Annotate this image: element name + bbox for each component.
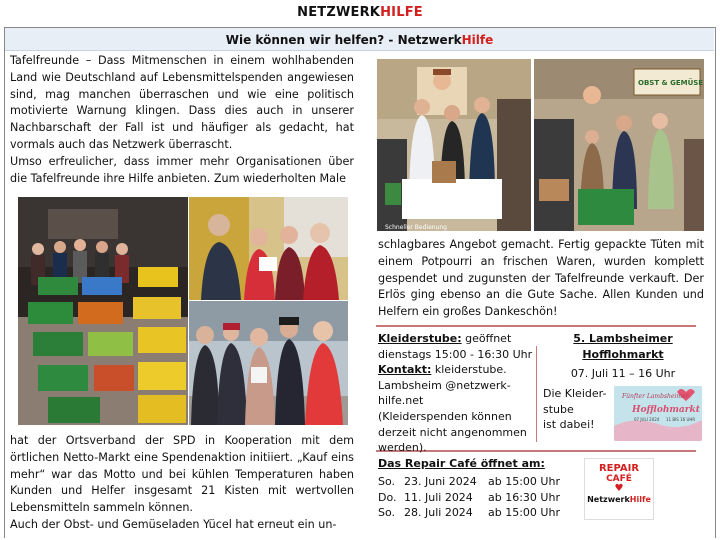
contact-label: Kontakt: bbox=[378, 363, 432, 377]
kleiderstube-hours: dienstags 15:00 - 16:30 Uhr bbox=[378, 347, 533, 361]
photo-shop-front-1 bbox=[377, 59, 531, 231]
kleiderstube-box: Kleiderstube: geöffnet dienstags 15:00 - 16:30 Uhr Kontakt: kleiderstube. Lambsheim @netzwerk-hilfe.net (Kleiderspenden können derzeit nicht angenommen werden). bbox=[378, 331, 538, 456]
kleiderstube-email[interactable]: Lambsheim @netzwerk-hilfe.net bbox=[378, 378, 511, 408]
svg-text:Hofflohmarkt: Hofflohmarkt bbox=[632, 405, 700, 415]
article-intro bbox=[10, 53, 354, 187]
separator-top bbox=[376, 325, 696, 327]
photo-food-crates bbox=[18, 197, 188, 425]
kleiderstube-note: (Kleiderspenden können derzeit nicht angenommen werden). bbox=[378, 409, 527, 455]
repair-date-row: So. 28. Juli 2024 ab 15:00 Uhr bbox=[378, 506, 560, 520]
photo-shop-front-2 bbox=[534, 59, 704, 231]
hofflohmarkt-date: 07. Juli 11 – 16 Uhr bbox=[570, 367, 676, 380]
article-offer bbox=[378, 237, 704, 321]
kleiderstube-label: Kleiderstube: bbox=[378, 332, 462, 345]
article-p2: Umso erfreulicher, dass immer mehr Organisationen über die Tafelfreunde ihre Hilfe anbieten. Zum wiederholten Male bbox=[10, 154, 354, 185]
hofflohmarkt-poster bbox=[614, 386, 702, 441]
repair-date-row: So. 23. Juni 2024 ab 15:00 Uhr bbox=[378, 474, 560, 488]
brand-red: HILFE bbox=[380, 5, 423, 20]
svg-text:07 JULI 2024: 07 JULI 2024 bbox=[634, 417, 660, 422]
repair-title: Das Repair Café öffnet am: bbox=[378, 457, 545, 470]
repair-cafe-box bbox=[378, 456, 578, 521]
brand-logo bbox=[297, 5, 423, 20]
brand-black: NETZWERK bbox=[297, 5, 381, 20]
repair-date-row: Do. 11. Juli 2024 ab 16:30 Uhr bbox=[378, 490, 560, 504]
repair-cafe-logo: REPAIR CAFÉ ♥ NetzwerkHilfe bbox=[584, 458, 654, 520]
article-p3: hat der Ortsverband der SPD in Kooperation mit dem örtlichen Netto-Markt eine Spendenaktion initiiert. „Kauf eins mehr“ war das Motto und bei kühlen Temperaturen haben Kunden und Helfer insgesamt 21 Kisten mit wertvollen Lebensmitteln sammeln können. bbox=[10, 434, 354, 515]
masthead bbox=[0, 0, 720, 26]
photo-helpers-top bbox=[189, 197, 348, 300]
article-p4: Auch der Obst- und Gemüseladen Yücel hat erneut ein un- bbox=[10, 517, 337, 531]
svg-text:Fünfter Lambsheimer: Fünfter Lambsheimer bbox=[622, 393, 689, 400]
hofflohmarkt-title: 5. Lambsheimer Hofflohmarkt bbox=[573, 332, 673, 361]
article-continued bbox=[10, 433, 354, 534]
shop-sign-text: OBST & GEMÜSE bbox=[638, 79, 704, 87]
page-title: Wie können wir helfen? - NetzwerkHilfe bbox=[225, 33, 494, 47]
hofflohmarkt-note: Die Kleider- stube ist dabei! bbox=[543, 387, 607, 432]
svg-text:11 BIS 16 UHR: 11 BIS 16 UHR bbox=[666, 417, 696, 422]
article-p5: schlagbares Angebot gemacht. Fertig gepackte Tüten mit einem Potpourri an frischen Waren, wurden komplett gespendet und zugunsten der Tafelfreunde verkauft. Der Erlös ging ebenso an die Gute Sache. Allen Kunden und Helfern ein großes Dankeschön! bbox=[378, 238, 704, 319]
photo-helpers-bottom bbox=[189, 301, 348, 425]
heart-icon: ♥ bbox=[614, 483, 624, 494]
article-p1: Tafelfreunde – Dass Mitmenschen in einem wohlhabenden Land wie Deutschland auf Lebensmittelspenden angewiesen sind, mag manchen überraschen und wie eine politisch motivierte Warnung klingen. Dass dies auch in unserer Nachbarschaft der Fall ist und häufiger als gedacht, hat vormals auch das Netzwerk überrascht. bbox=[10, 54, 354, 151]
chalk-text: Schneller Bedienung bbox=[385, 224, 447, 231]
